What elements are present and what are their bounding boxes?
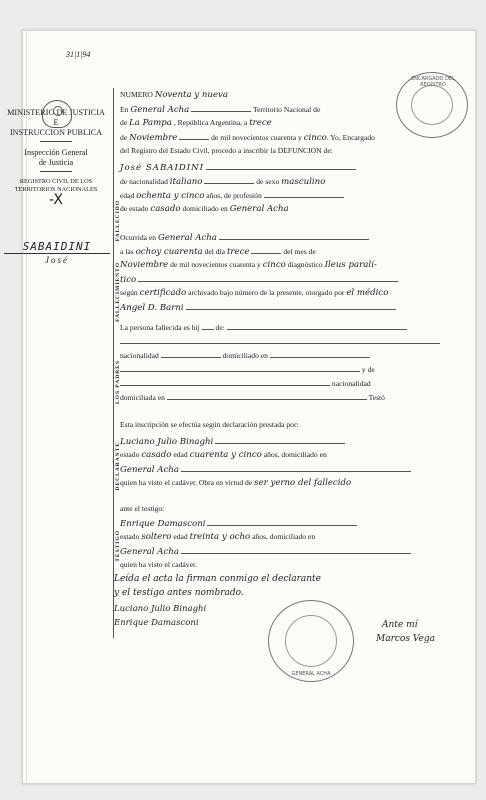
label-civil: de estado	[120, 204, 149, 213]
blank-line	[215, 436, 345, 444]
death-day: trece	[226, 247, 250, 257]
label-year: de mil novecientos cuarenta y	[211, 133, 302, 142]
coat-of-arms-icon	[42, 100, 72, 128]
entry-day: trece	[249, 118, 272, 128]
deceased-age: ochenta y cinco	[136, 191, 205, 201]
row-date	[120, 132, 375, 143]
label-domicile: años, domiciliado en	[263, 450, 327, 459]
label-month: del mes de	[283, 247, 316, 256]
label-de: de	[120, 118, 128, 127]
row-parent2-dom	[120, 392, 385, 403]
row-intro: del Registro del Estado Civil, procedo a inscribir la DEFUNCION de:	[120, 146, 333, 155]
declarant-domicile: General Acha	[120, 465, 179, 475]
divider	[40, 171, 72, 172]
label-civil: estado	[120, 450, 140, 459]
closing-line-2: y el testigo antes nombrado.	[114, 588, 244, 598]
label-occurred: Ocurrida en	[120, 233, 157, 242]
left-margin	[0, 50, 112, 209]
entry-place: General Acha	[130, 105, 190, 115]
label-domicile: domiciliado en	[222, 351, 268, 360]
entry-month: Noviembre	[129, 133, 178, 143]
label-civil: estado	[120, 532, 140, 541]
declarant-name: Luciano Julio Binaghi	[120, 437, 214, 447]
row-death-place	[120, 232, 369, 243]
label-seen: quien ha visto el cadáver. Obra en virtud de	[120, 478, 253, 487]
blank-line	[167, 392, 367, 400]
row-declarant-intro: Esta inscripción se efectúa según declaración prestada por:	[120, 420, 299, 429]
row-witness-intro: ante el testigo:	[120, 504, 165, 513]
label-republic: , República Argentina, a	[173, 118, 248, 127]
row-province	[120, 118, 272, 128]
label-nationality: nacionalidad	[120, 351, 159, 360]
row-death-year	[120, 260, 377, 270]
registry-stamp-bottom	[268, 600, 354, 682]
row-parent1	[120, 350, 370, 361]
witness-civil: soltero	[141, 532, 172, 542]
reference-number: 31|1|94	[66, 50, 91, 59]
label-domicile: domiciliada en	[120, 393, 165, 402]
signature-declarant: Luciano Julio Binaghi	[114, 604, 207, 614]
blank-line	[161, 350, 221, 358]
death-place: General Acha	[157, 233, 217, 243]
row-witness-name	[120, 518, 357, 529]
label-en: En	[120, 105, 129, 114]
section-title-deceased: FALLECIDO	[115, 200, 121, 242]
deceased-domicile: General Acha	[229, 204, 289, 214]
ministry-line-3: INSTRUCCION PUBLICA	[9, 128, 103, 137]
margin-surname: SABAIDINI	[4, 240, 110, 254]
row-deceased-name	[120, 162, 356, 173]
signature-witness: Enrique Damasconi	[114, 618, 199, 628]
row-deceased-nat	[120, 176, 325, 187]
deceased-sex: masculino	[281, 177, 326, 187]
witness-name: Enrique Damasconi	[120, 519, 206, 529]
signature-registrar: Marcos Vega	[376, 634, 435, 644]
witness-domicile: General Acha	[120, 547, 179, 557]
row-parents-intro	[120, 322, 407, 333]
doctor-name: Angel D. Barni	[120, 303, 184, 313]
label-cert: según	[120, 288, 138, 297]
death-diagnosis-2: tico	[120, 275, 137, 285]
label-profession: años, de profesión	[206, 191, 262, 200]
label-registrar: . Yo, Encargado	[326, 133, 375, 142]
margin-rule	[113, 88, 114, 638]
label-de: de	[120, 133, 128, 142]
blank-line	[219, 232, 369, 240]
blank-line	[120, 378, 330, 386]
row-witness-civil	[120, 532, 315, 542]
blank-line	[264, 190, 344, 198]
blank-line	[120, 336, 440, 344]
label-at: a las	[120, 247, 134, 256]
stamp-inner-ring	[411, 85, 453, 125]
inspection-line-2: de Justicia	[38, 158, 74, 167]
blank-line	[191, 104, 251, 112]
row-declarant-name	[120, 436, 345, 447]
row-numero	[120, 90, 228, 100]
label-age: edad	[120, 191, 135, 200]
ministry-line-2: E	[53, 118, 59, 127]
declarant-reason: ser yerno del fallecido	[254, 478, 352, 488]
row-deceased-age	[120, 190, 344, 201]
blank-line	[204, 176, 254, 184]
registry-line-2: TERRITORIOS NACIONALES	[14, 185, 98, 193]
label-testo: Testó	[368, 393, 385, 402]
margin-given-name: José	[45, 255, 69, 265]
blank-line	[202, 322, 214, 330]
row-death-time	[120, 246, 316, 257]
section-title-declarant: DECLARANTE	[115, 442, 121, 491]
death-hour: ochoy cuarenta	[135, 247, 203, 257]
stamp-inner-ring	[285, 615, 337, 667]
section-title-death: FALLECIMIENTO	[115, 262, 121, 322]
section-title-witness: TESTIGO	[115, 530, 121, 562]
label-year: de mil novecientos cuarenta y	[170, 260, 261, 269]
row-declarant-seen	[120, 478, 351, 488]
row-witness-seen: quien ha visto el cadáver.	[120, 560, 197, 569]
label-sex: de sexo	[256, 177, 280, 186]
blank-line	[120, 364, 360, 372]
death-year: cinco	[262, 260, 286, 270]
label-domicile: años, domiciliado en	[252, 532, 316, 541]
registry-stamp-top	[396, 72, 468, 138]
blank-line	[138, 274, 398, 282]
row-doctor	[120, 302, 396, 313]
row-parent2-nat	[120, 378, 371, 389]
row-death-cert	[120, 288, 388, 298]
blank-line	[251, 246, 281, 254]
row-parent2	[120, 364, 375, 375]
row-deceased-civil	[120, 204, 289, 214]
deceased-nationality: italiano	[169, 177, 203, 187]
row-declarant-dom	[120, 464, 411, 475]
declarant-civil: casado	[141, 450, 172, 460]
label-age: edad	[173, 450, 188, 459]
label-day: del día	[204, 247, 226, 256]
deceased-civil-state: casado	[150, 204, 181, 214]
entry-province: La Pampa	[129, 118, 172, 128]
registry-line-1: REGISTRO CIVIL DE LOS	[19, 178, 93, 185]
ministry-line-1: MINISTERIO DE JUSTICIA	[7, 108, 105, 117]
entry-year: cinco	[303, 133, 327, 143]
label-diagnosis: diagnóstico	[287, 260, 323, 269]
blank-line	[179, 132, 209, 140]
blank-line	[186, 302, 396, 310]
death-certificate: certificado	[139, 288, 187, 298]
row-witness-dom	[120, 546, 411, 557]
divider	[40, 141, 72, 142]
ante-mi: Ante mí	[382, 620, 418, 630]
doctor-title: el médico	[346, 288, 389, 298]
label-y: y de	[361, 365, 375, 374]
death-month: Noviembre	[120, 260, 169, 270]
blank-line	[270, 350, 370, 358]
row-declarant-civil	[120, 450, 327, 460]
blank-line	[207, 518, 357, 526]
label-nationality: de nacionalidad	[120, 177, 168, 186]
stamp-text-bottom: GENERAL ACHA	[291, 671, 331, 677]
margin-mark: -X	[49, 192, 63, 209]
stamp-text-top: ENCARGADO DEL REGISTRO	[411, 76, 455, 88]
parents-intro: La persona fallecida es hij	[120, 323, 200, 332]
blank-line	[181, 464, 411, 472]
closing-line-1: Leída el acta la firman conmigo el declarante	[114, 574, 322, 584]
row-blank	[120, 336, 440, 347]
label-nationality: nacionalidad	[331, 379, 371, 388]
section-title-parents: LOS PADRES	[115, 360, 121, 404]
witness-age: treinta y ocho	[189, 532, 251, 542]
row-death-diag2	[120, 274, 398, 285]
label-numero: NUMERO	[120, 90, 153, 99]
death-diagnosis: Ileus paralí-	[324, 260, 377, 270]
inspection-line-1: Inspección General	[24, 148, 88, 157]
declarant-age: cuarenta y cinco	[189, 450, 262, 460]
entry-number: Noventa y nueva	[154, 90, 229, 100]
label-age: edad	[173, 532, 188, 541]
deceased-name: José SABAIDINI	[120, 163, 205, 173]
blank-line	[227, 322, 407, 330]
label-territory: Territorio Nacional de	[252, 105, 321, 114]
label-domicile: domiciliado en	[182, 204, 228, 213]
blank-line	[181, 546, 411, 554]
label-de: de:	[215, 323, 225, 332]
row-place	[120, 104, 320, 115]
label-cert-text: archivado bajo número de la presente, otorgado por	[188, 288, 345, 297]
blank-line	[206, 162, 356, 170]
